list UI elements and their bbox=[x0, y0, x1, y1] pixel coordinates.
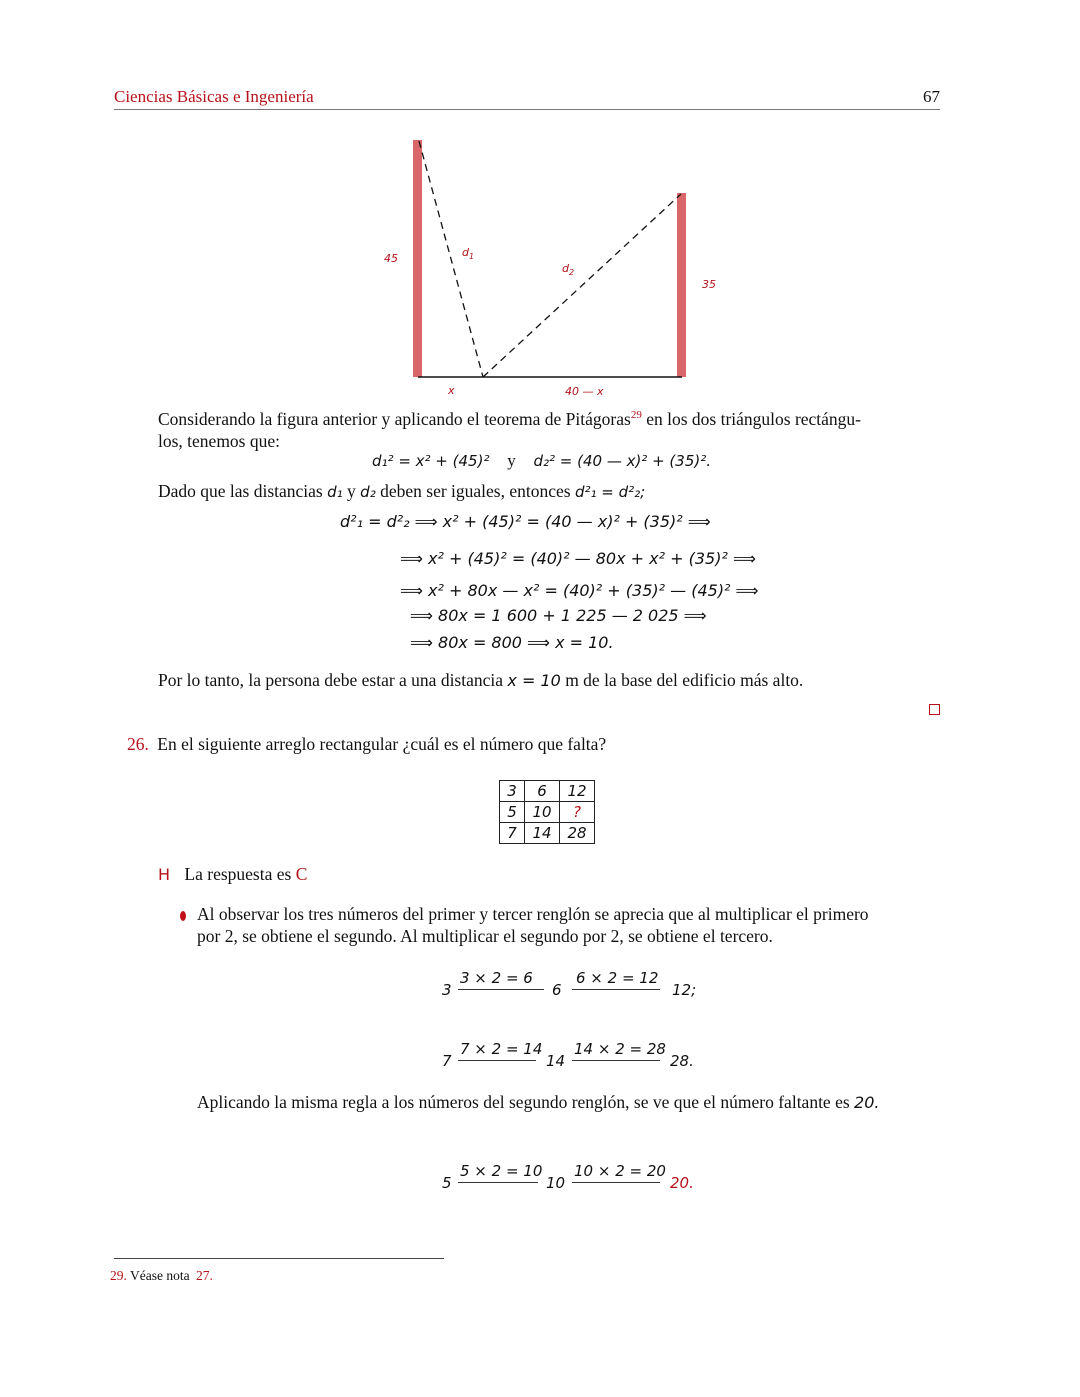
equal-distances-text: Dado que las distancias bbox=[158, 481, 323, 501]
chain-op2: 10 × 2 = 20 bbox=[574, 1162, 666, 1180]
answer-line bbox=[158, 863, 307, 886]
chain-start: 3 bbox=[442, 981, 452, 999]
chain-mid: 10 bbox=[546, 1174, 566, 1192]
apply-rule-paragraph bbox=[197, 1091, 947, 1114]
grid-cell: 6 bbox=[525, 781, 560, 802]
d2-symbol: d₂ bbox=[360, 483, 376, 501]
chain-op2: 14 × 2 = 28 bbox=[574, 1040, 666, 1058]
chain-mid: 14 bbox=[546, 1052, 566, 1070]
chain-mid: 6 bbox=[552, 981, 562, 999]
chain-end: 12; bbox=[672, 981, 697, 999]
derivation-line-1: d²₁ = d²₂ ⟹ x² + (45)² = (40 — x)² + (35)² ⟹ bbox=[340, 512, 711, 531]
derivation-line-5: ⟹ 80x = 800 ⟹ x = 10. bbox=[410, 633, 614, 652]
d1-symbol: d₁ bbox=[327, 483, 343, 501]
footnote-ref-link[interactable]: 27. bbox=[196, 1268, 213, 1283]
explanation-line1: Al observar los tres números del primer y tercer renglón se aprecia que al multiplicar el primero bbox=[197, 904, 869, 924]
bullet-icon bbox=[180, 911, 186, 921]
problem-question: En el siguiente arreglo rectangular ¿cuál es el número que falta? bbox=[157, 734, 607, 754]
label-d2 bbox=[562, 262, 574, 277]
arrow-icon bbox=[458, 989, 544, 990]
page-number: 67 bbox=[923, 87, 940, 106]
number-grid bbox=[499, 780, 595, 844]
arrow-icon bbox=[458, 1182, 538, 1183]
number-grid-table bbox=[499, 780, 595, 844]
grid-cell: 28 bbox=[560, 823, 595, 844]
problem-number: 26. bbox=[127, 734, 149, 754]
label-d2-text: d bbox=[562, 262, 569, 275]
derivation-line-4: ⟹ 80x = 1 600 + 1 225 — 2 025 ⟹ bbox=[410, 606, 707, 625]
grid-cell-missing: ? bbox=[560, 802, 595, 823]
apply-rule-value: 20. bbox=[854, 1093, 880, 1112]
explanation-paragraph bbox=[197, 903, 947, 947]
building-right bbox=[677, 193, 686, 377]
label-d1-text: d bbox=[462, 246, 469, 259]
qed-square-icon bbox=[929, 704, 940, 715]
conclusion-text: Por lo tanto, la persona debe estar a una distancia bbox=[158, 670, 504, 690]
chain-op1: 7 × 2 = 14 bbox=[460, 1040, 543, 1058]
chain-op1: 5 × 2 = 10 bbox=[460, 1162, 543, 1180]
label-x: x bbox=[448, 384, 455, 397]
chain-start: 7 bbox=[442, 1052, 452, 1070]
label-d2-sub: 2 bbox=[568, 268, 575, 278]
arrow-icon bbox=[458, 1060, 536, 1061]
intro-line2: los, tenemos que: bbox=[158, 430, 280, 451]
chain-op1: 3 × 2 = 6 bbox=[460, 969, 533, 987]
answer-letter: C bbox=[295, 864, 308, 884]
solution-intro bbox=[158, 404, 948, 452]
chain-row-3 bbox=[440, 1036, 720, 1076]
equal-distances-rest: deben ser iguales, entonces bbox=[380, 481, 571, 501]
conjunction: y bbox=[347, 481, 356, 501]
answer-marker-icon: H bbox=[158, 865, 171, 884]
arrow-icon bbox=[572, 989, 660, 990]
intro-text-cont: en los dos triángulos rectángu- bbox=[641, 408, 862, 429]
label-d1-sub: 1 bbox=[468, 252, 475, 262]
conclusion-text-end: m de la base del edificio más alto. bbox=[565, 670, 804, 690]
grid-cell: 14 bbox=[525, 823, 560, 844]
footnote-ref-29[interactable]: 29 bbox=[630, 409, 642, 421]
buildings-diagram bbox=[370, 130, 730, 400]
chain-end-answer: 20. bbox=[670, 1174, 694, 1192]
grid-cell: 12 bbox=[560, 781, 595, 802]
grid-row bbox=[500, 781, 595, 802]
conclusion-paragraph bbox=[158, 669, 948, 692]
derivation-line-3: ⟹ x² + 80x — x² = (40)² + (35)² — (45)² ⟹ bbox=[400, 581, 759, 600]
arrow-icon bbox=[572, 1060, 660, 1061]
equation-d1: d₁² = x² + (45)² bbox=[372, 452, 490, 470]
conclusion-math: x = 10 bbox=[507, 671, 561, 690]
d2-line bbox=[483, 194, 681, 377]
header-title: Ciencias Básicas e Ingeniería bbox=[114, 87, 314, 106]
equal-distances-eq: d²₁ = d²₂; bbox=[574, 483, 646, 501]
chain-end: 28. bbox=[670, 1052, 694, 1070]
label-d1 bbox=[462, 246, 474, 261]
apply-rule-text: Aplicando la misma regla a los números del segundo renglón, se ve que el número faltante es bbox=[197, 1092, 850, 1112]
label-45: 45 bbox=[384, 252, 398, 265]
equation-d2: d₂² = (40 — x)² + (35)². bbox=[533, 452, 711, 470]
derivation-line-2: ⟹ x² + (45)² = (40)² — 80x + x² + (35)² ⟹ bbox=[400, 549, 756, 568]
pythagoras-equations bbox=[372, 451, 772, 471]
grid-row bbox=[500, 823, 595, 844]
grid-cell: 3 bbox=[500, 781, 525, 802]
equal-distances-paragraph bbox=[158, 480, 948, 503]
explanation-line2: por 2, se obtiene el segundo. Al multiplicar el segundo por 2, se obtiene el tercero. bbox=[197, 926, 773, 946]
chain-row-1 bbox=[440, 965, 720, 1005]
intro-text: Considerando la figura anterior y aplicando el teorema de Pitágoras bbox=[158, 408, 631, 429]
footnote bbox=[110, 1268, 213, 1284]
chain-op2: 6 × 2 = 12 bbox=[576, 969, 659, 987]
label-40-minus-x: 40 — x bbox=[565, 385, 604, 398]
buildings-figure bbox=[370, 130, 730, 400]
answer-prefix: La respuesta es bbox=[184, 864, 292, 884]
grid-cell: 5 bbox=[500, 802, 525, 823]
problem-26 bbox=[127, 733, 947, 755]
equation-connector: y bbox=[507, 451, 516, 470]
running-header bbox=[114, 87, 940, 107]
building-left bbox=[413, 140, 422, 377]
footnote-number: 29. bbox=[110, 1268, 127, 1283]
arrow-icon bbox=[572, 1182, 660, 1183]
grid-cell: 10 bbox=[525, 802, 560, 823]
grid-row bbox=[500, 802, 595, 823]
header-rule bbox=[114, 109, 940, 110]
chain-start: 5 bbox=[442, 1174, 452, 1192]
grid-cell: 7 bbox=[500, 823, 525, 844]
footnote-text: Véase nota bbox=[130, 1268, 190, 1283]
chain-row-2 bbox=[440, 1158, 720, 1198]
label-35: 35 bbox=[702, 278, 716, 291]
footnote-rule bbox=[114, 1258, 444, 1259]
